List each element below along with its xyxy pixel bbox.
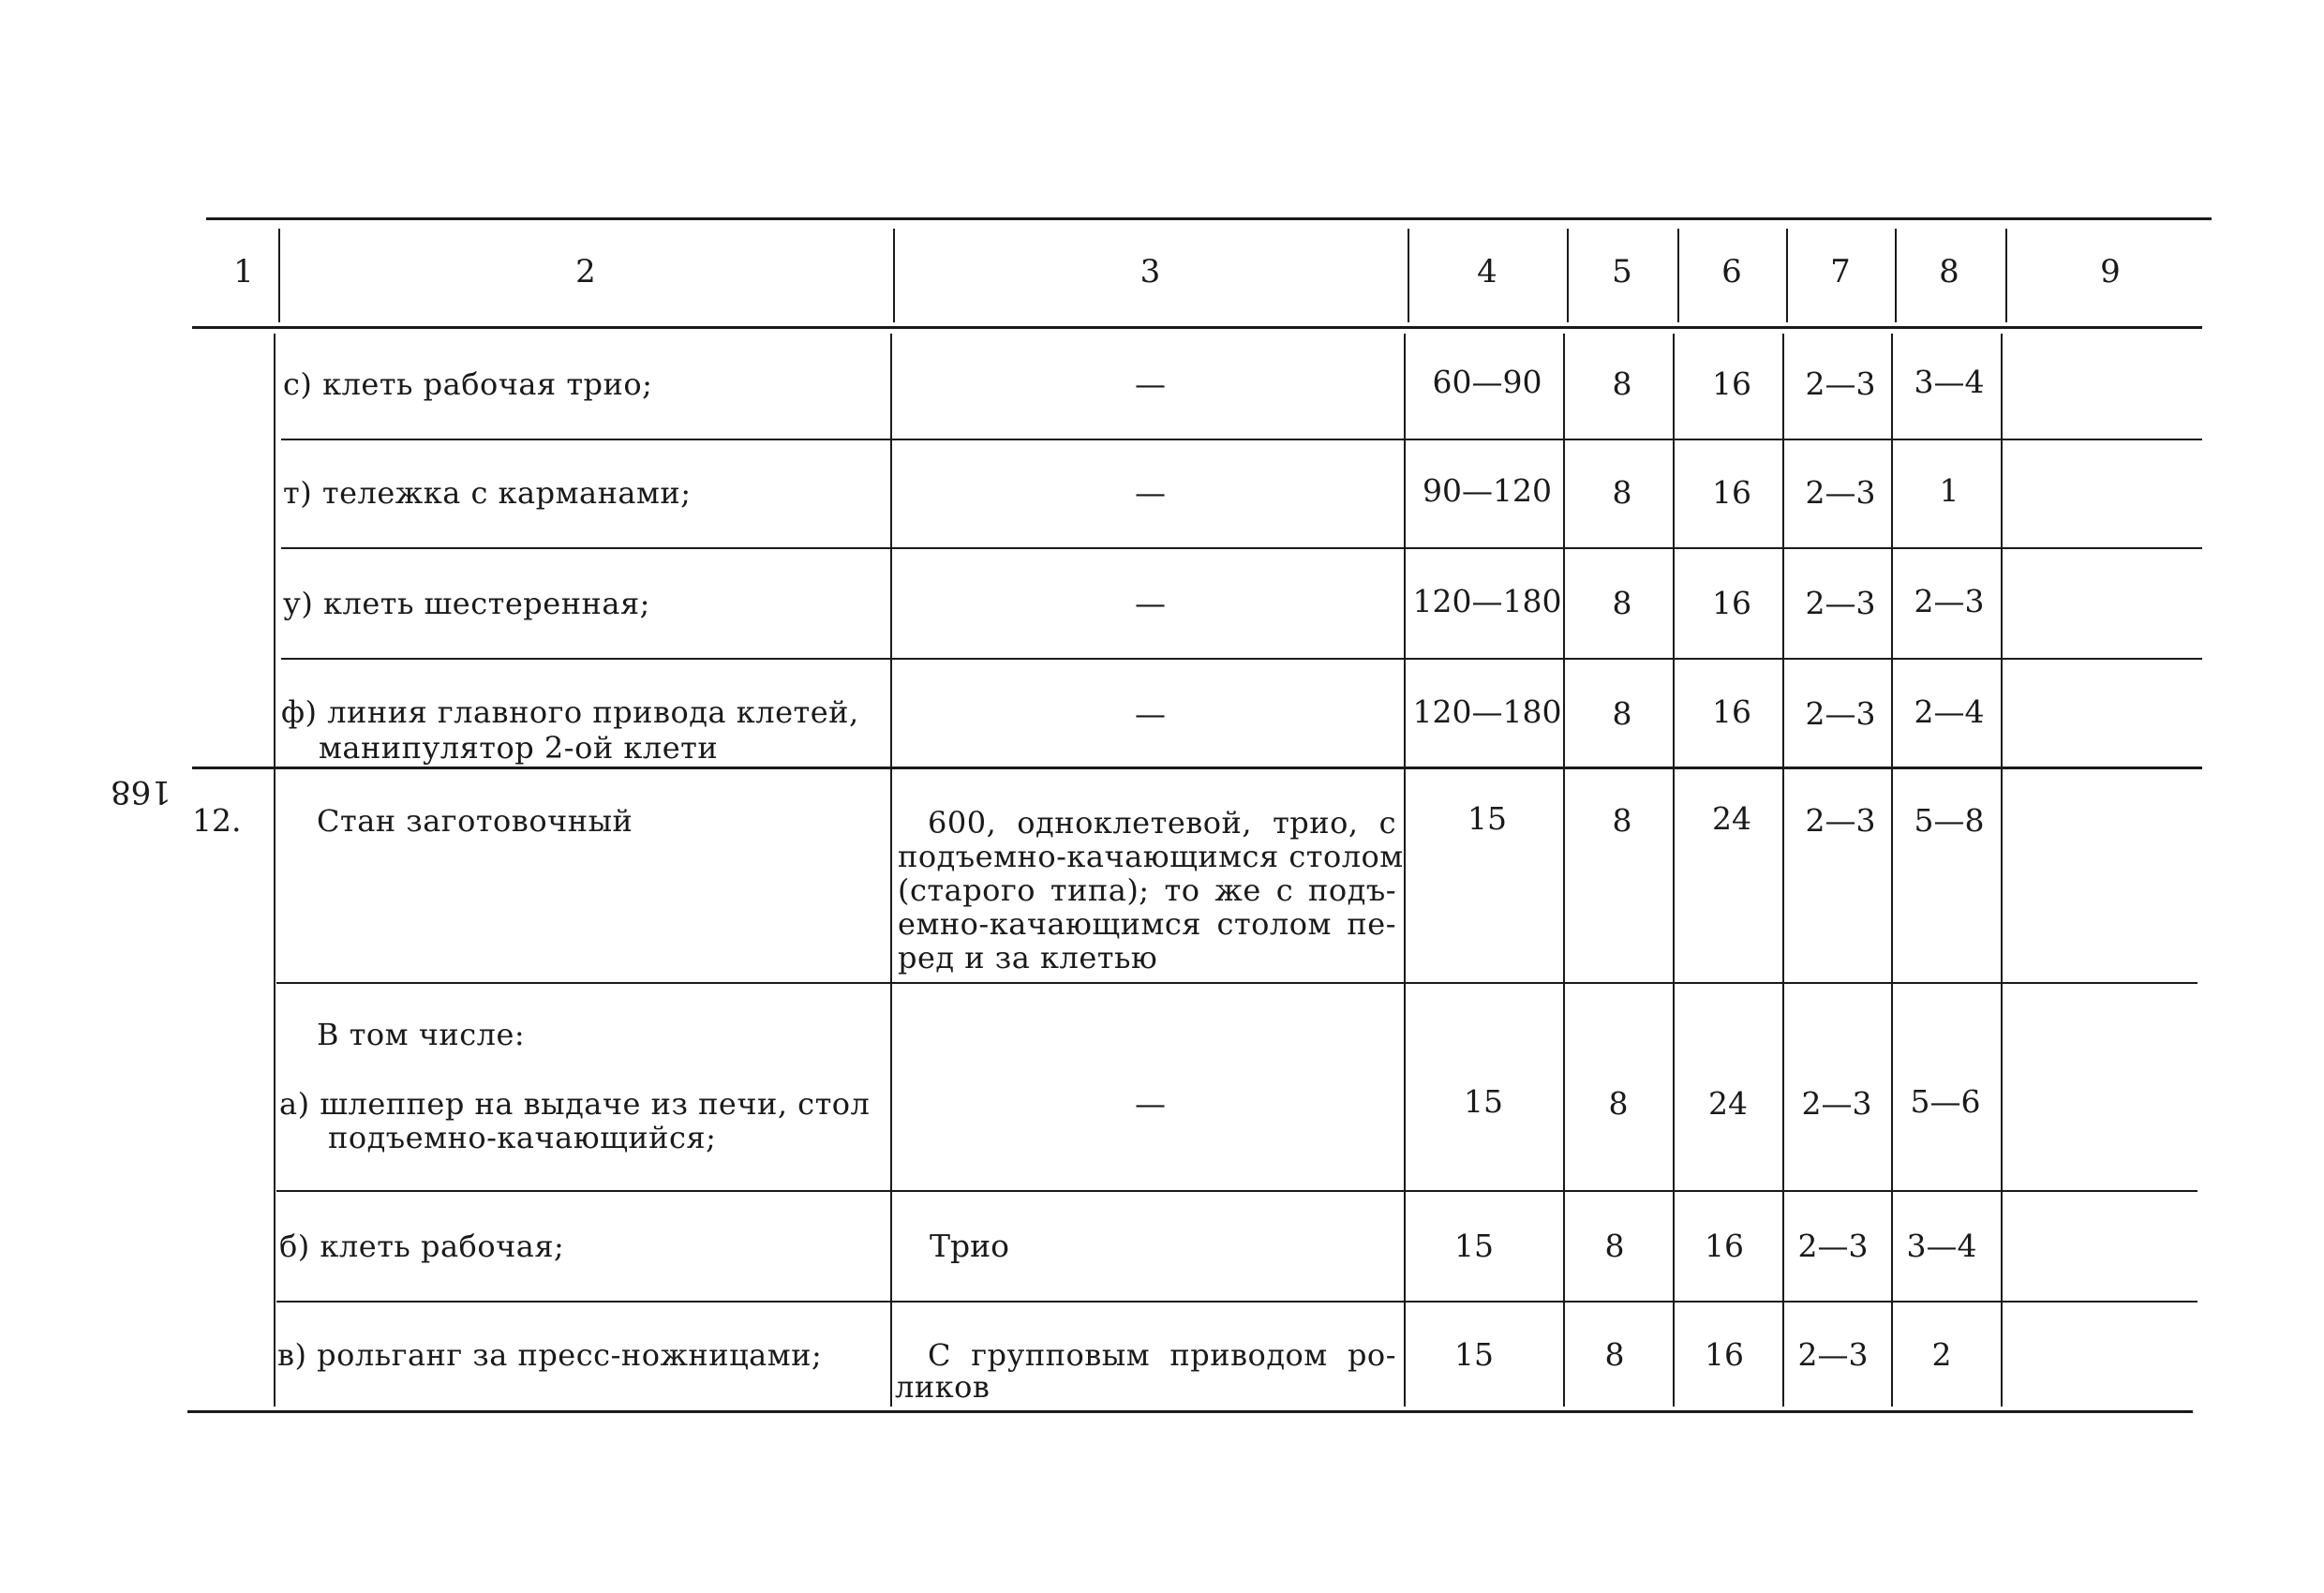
page-number: 168 (111, 773, 171, 811)
table-top-rule (206, 217, 2212, 220)
row-col8: 5—8 (1914, 802, 1985, 839)
row-col3: — (1135, 585, 1166, 621)
header-cell: 1 (233, 253, 254, 290)
row-col3-line: С групповым приводом ро- (928, 1337, 1396, 1373)
row-col7: 2—3 (1805, 365, 1876, 402)
row-description: б) клеть рабочая; (279, 1228, 565, 1264)
row-col3: — (1135, 1085, 1166, 1122)
row-col7: 2—3 (1797, 1336, 1869, 1373)
row-col5: 8 (1612, 802, 1632, 839)
row-col3-line: 600, одноклетевой, трио, с (928, 805, 1396, 841)
col-divider (890, 334, 892, 1407)
row-col4: 15 (1454, 1228, 1494, 1264)
row-col3-line: емно-качающимся столом пе- (898, 906, 1396, 942)
col-divider (278, 229, 280, 322)
row-col6: 16 (1705, 1228, 1744, 1264)
row-col6: 16 (1712, 693, 1751, 730)
row-col5: 8 (1604, 1228, 1625, 1264)
header-cell: 6 (1721, 253, 1742, 290)
row-col3: Трио (930, 1228, 1009, 1264)
row-description: Стан заготовочный (317, 803, 633, 839)
row-col8: 1 (1939, 472, 1959, 509)
row-col5: 8 (1604, 1336, 1625, 1373)
row-rule (281, 547, 2202, 549)
header-bottom-rule (192, 326, 2202, 329)
row-col8: 2—4 (1914, 693, 1985, 730)
header-cell: 3 (1140, 253, 1161, 290)
row-col5: 8 (1612, 365, 1632, 402)
row-description-line2: подъемно-качающийся; (328, 1120, 717, 1155)
row-description: т) тележка с карманами; (283, 475, 692, 511)
row-col4: 60—90 (1432, 364, 1542, 400)
header-cell: 5 (1612, 253, 1632, 290)
row-col8: 3—4 (1914, 364, 1985, 400)
row-col8: 2 (1931, 1336, 1952, 1373)
row-col8: 5—6 (1910, 1083, 1981, 1120)
row-description-line1: а) шлеппер на выдаче из печи, стол (279, 1086, 871, 1122)
row-rule (281, 439, 2202, 440)
row-col7: 2—3 (1801, 1085, 1872, 1122)
col-divider (274, 334, 276, 1407)
row-col8: 3—4 (1906, 1228, 1977, 1264)
header-cell: 8 (1939, 253, 1959, 290)
row-col5: 8 (1612, 695, 1632, 732)
row-col5: 8 (1612, 585, 1632, 621)
row-col3: — (1135, 695, 1166, 732)
row-col3-line: подъемно-качающимся столом (898, 839, 1404, 874)
row-description: у) клеть шестеренная; (283, 586, 650, 621)
row-number: 12. (192, 802, 242, 839)
header-cell: 2 (575, 253, 596, 290)
row-rule (276, 1190, 2197, 1192)
row-col6: 16 (1705, 1336, 1744, 1373)
row-col8: 2—3 (1914, 583, 1985, 619)
row-description: с) клеть рабочая трио; (283, 366, 653, 402)
row-col4: 90—120 (1423, 472, 1552, 509)
header-cell: 7 (1830, 253, 1851, 290)
row-col3-line: ред и за клетью (898, 940, 1158, 975)
row-col3: — (1135, 474, 1166, 511)
row-col3: — (1135, 365, 1166, 402)
row-col7: 2—3 (1797, 1228, 1869, 1264)
row-rule (281, 658, 2202, 660)
row-col6: 16 (1712, 585, 1751, 621)
row-col7: 2—3 (1805, 802, 1876, 839)
row-rule (276, 982, 2197, 984)
row-col3-line: ликов (895, 1369, 991, 1405)
header-cell: 4 (1477, 253, 1497, 290)
row-col4: 15 (1464, 1083, 1503, 1120)
row-col7: 2—3 (1805, 585, 1876, 621)
row-col4: 120—180 (1412, 693, 1562, 730)
row-description-line2: манипулятор 2-ой клети (319, 730, 719, 766)
header-cell: 9 (2100, 253, 2121, 290)
row-subheading: В том числе: (317, 1017, 526, 1052)
row-col6: 16 (1712, 365, 1751, 402)
section-rule (192, 767, 2202, 769)
row-col7: 2—3 (1805, 474, 1876, 511)
row-col6: 24 (1712, 800, 1751, 837)
row-rule (276, 1301, 2197, 1303)
row-col4: 15 (1467, 800, 1507, 837)
row-col7: 2—3 (1805, 695, 1876, 732)
row-col6: 16 (1712, 474, 1751, 511)
row-col5: 8 (1612, 474, 1632, 511)
row-description: в) рольганг за пресс-ножницами; (277, 1337, 823, 1373)
row-description-line1: ф) линия главного привода клетей, (281, 694, 859, 730)
table-bottom-rule (187, 1410, 2193, 1413)
row-col4: 120—180 (1412, 583, 1562, 619)
row-col4: 15 (1454, 1336, 1494, 1373)
row-col6: 24 (1708, 1085, 1748, 1122)
row-col5: 8 (1608, 1085, 1629, 1122)
row-col3-line: (старого типа); то же с подъ- (898, 872, 1396, 908)
